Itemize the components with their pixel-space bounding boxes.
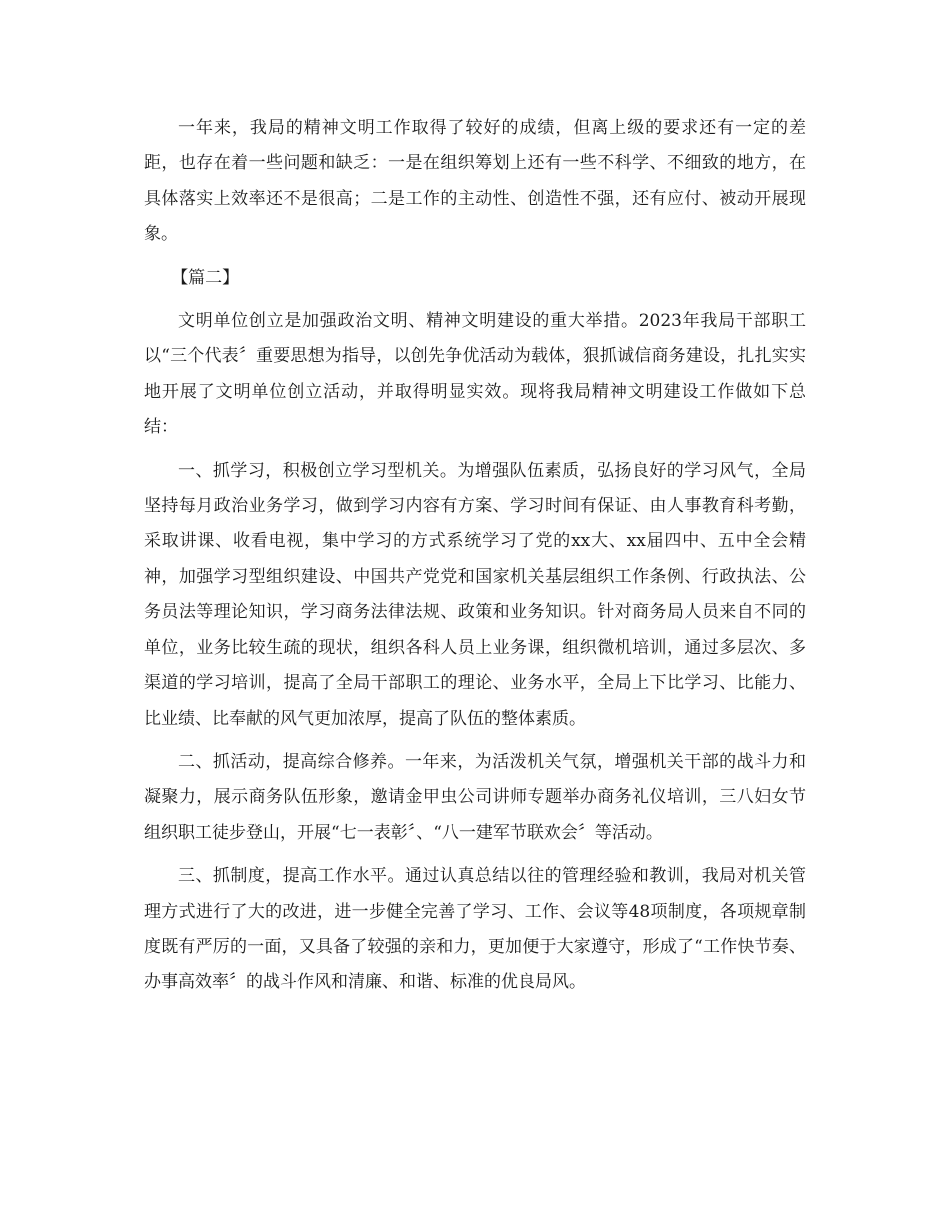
document-body: [144, 111, 806, 1001]
paragraph-shortcomings: 一年来，我局的精神文明工作取得了较好的成绩，但离上级的要求还有一定的差距，也存在着一些问题和缺乏：一是在组织筹划上还有一些不科学、不细致的地方，在具体落实上效率还不是很高；二是工作的主动性、创造性不强，还有应付、被动开展现象。: [144, 118, 806, 245]
paragraph-activities: 二、抓活动，提高综合修养。一年来，为活泼机关气氛，增强机关干部的战斗力和凝聚力，展示商务队伍形象，邀请金甲虫公司讲师专题举办商务礼仪培训，三八妇女节组织职工徒步登山，开展“七一表彰〞、“八一建军节联欢会〞等活动。: [144, 751, 806, 843]
section-heading-part-two: 【篇二】: [171, 267, 240, 288]
paragraph-study: 一、抓学习，积极创立学习型机关。为增强队伍素质，弘扬良好的学习风气，全局坚持每月政治业务学习，做到学习内容有方案、学习时间有保证、由人事教育科考勤，采取讲课、收看电视，集中学习的方式系统学习了党的xx大、xx届四中、五中全会精神，加强学习型组织建设、中国共产党党和国家机关基层组织工作条例、行政执法、公务员法等理论知识，学习商务法律法规、政策和业务知识。针对商务局人员来自不同的单位，业务比较生疏的现状，组织各科人员上业务课，组织微机培训，通过多层次、多渠道的学习培训，提高了全局干部职工的理论、业务水平，全局上下比学习、比能力、比业绩、比奉献的风气更加浓厚，提高了队伍的整体素质。: [144, 460, 806, 729]
paragraph-rules: 三、抓制度，提高工作水平。通过认真总结以往的管理经验和教训，我局对机关管理方式进行了大的改进，进一步健全完善了学习、工作、会议等48项制度，各项规章制度既有严厉的一面，又具备了较强的亲和力，更加便于大家遵守，形成了“工作快节奏、办事高效率〞的战斗作风和清廉、和谐、标准的优良局风。: [144, 866, 806, 993]
paragraph-introduction: 文明单位创立是加强政治文明、精神文明建设的重大举措。2023年我局干部职工以“三个代表〞重要思想为指导，以创先争优活动为载体，狠抓诚信商务建设，扎扎实实地开展了文明单位创立活动，并取得明显实效。现将我局精神文明建设工作做如下总结：: [144, 311, 806, 438]
